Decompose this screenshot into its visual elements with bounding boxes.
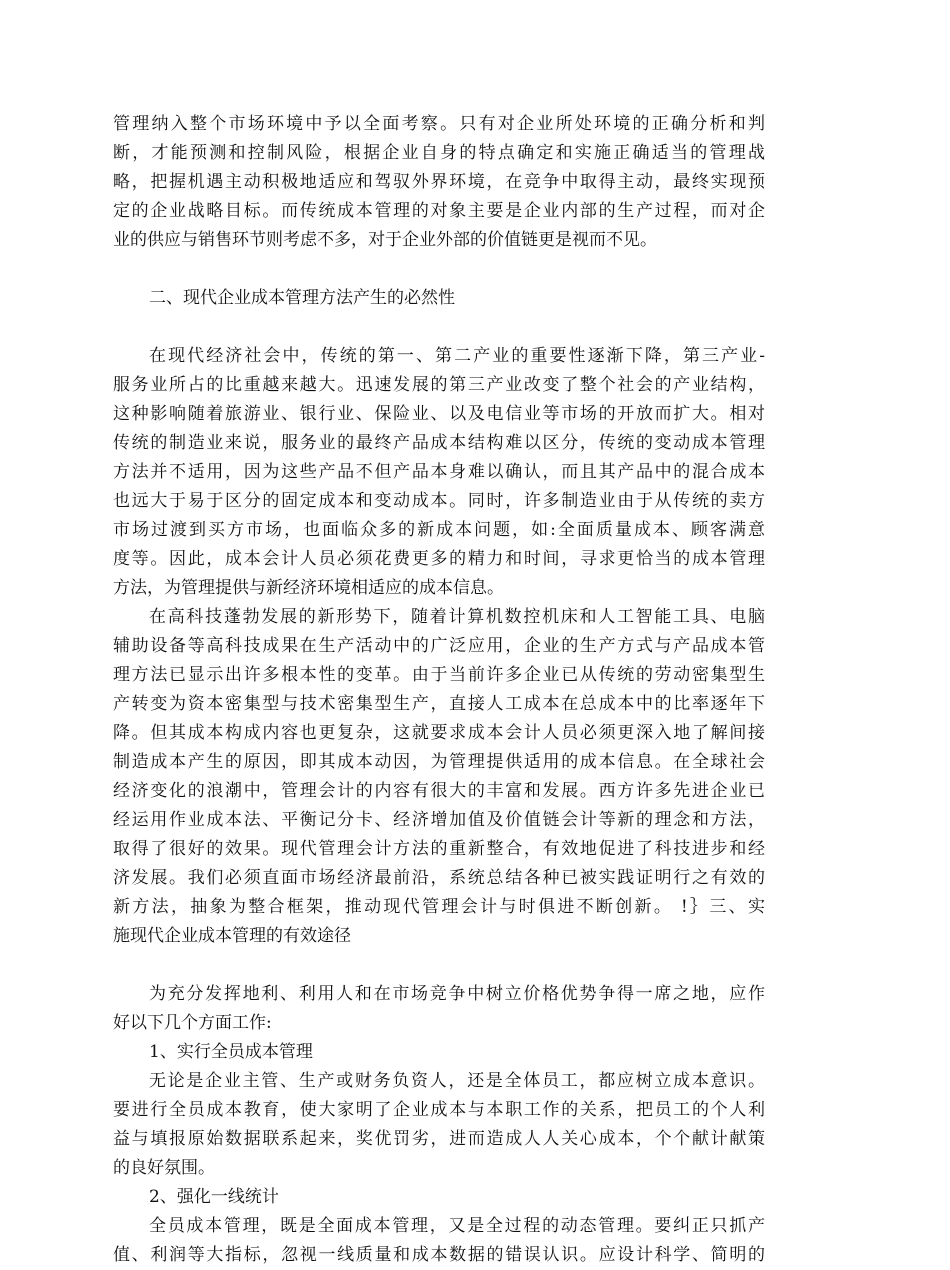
text-line: 全员成本管理，既是全面成本管理，又是全过程的动态管理。要纠正只抓产 — [149, 1216, 765, 1236]
text-line: 方法，为管理提供与新经济环境相适应的成本信息。 — [113, 578, 504, 598]
spacer — [113, 951, 765, 980]
text-line: 定的企业战略目标。而传统成本管理的对象主要是企业内部的生产过程，而对企 — [113, 201, 765, 221]
text-line: 新方法，抽象为整合框架，推动现代管理会计与时俱进不断创新。 !｝三、实 — [113, 897, 765, 917]
text-line: 度等。因此，成本会计人员必须花费更多的精力和时间，寻求更恰当的成本管理 — [113, 549, 765, 569]
text-line: 服务业所占的比重越来越大。迅速发展的第三产业改变了整个社会的产业结构， — [113, 375, 765, 395]
text-line: 断，才能预测和控制风险，根据企业自身的特点确定和实施正确适当的管理战 — [113, 143, 765, 163]
text-line: 的良好氛围。 — [113, 1158, 215, 1178]
text-line: 在高科技蓬勃发展的新形势下，随着计算机数控机床和人工智能工具、电脑 — [149, 607, 765, 627]
text-line: 管理纳入整个市场环境中予以全面考察。只有对企业所处环境的正确分析和判 — [113, 114, 765, 134]
text-line: 值、利润等大指标，忽视一线质量和成本数据的错误认识。应设计科学、简明的 — [113, 1245, 765, 1265]
text-line: 业的供应与销售环节则考虑不多，对于企业外部的价值链更是视而不见。 — [113, 230, 657, 250]
text-line: 传统的制造业来说，服务业的最终产品成本结构难以区分，传统的变动成本管理 — [113, 433, 765, 453]
text-line: 益与填报原始数据联系起来，奖优罚劣，进而造成人人关心成本，个个献计献策 — [113, 1129, 765, 1149]
spacer — [113, 255, 765, 284]
text-line: 取得了很好的效果。现代管理会计方法的重新整合，有效地促进了科技进步和经 — [113, 839, 765, 859]
text-line: 无论是企业主管、生产或财务负资人，还是全体员工，都应树立成本意识。 — [149, 1071, 765, 1091]
paragraph-3 — [113, 603, 765, 951]
paragraph-6 — [113, 1212, 765, 1270]
text-line: 要进行全员成本教育，使大家明了企业成本与本职工作的关系，把员工的个人利 — [113, 1100, 765, 1120]
text-line: 也远大于易于区分的固定成本和变动成本。同时，许多制造业由于从传统的卖方 — [113, 491, 765, 511]
section-heading-2: 二、现代企业成本管理方法产生的必然性 — [149, 288, 455, 308]
paragraph-2 — [113, 342, 765, 603]
text-line: 理方法已显示出许多根本性的变革。由于当前许多企业已从传统的劳动密集型生 — [113, 665, 765, 685]
text-line: 市场过渡到买方市场，也面临众多的新成本问题，如:全面质量成本、顾客满意 — [113, 520, 765, 540]
text-line: 济发展。我们必须直面市场经济最前沿，系统总结各种已被实践证明行之有效的 — [113, 868, 765, 888]
text-line: 好以下几个方面工作: — [113, 1013, 272, 1033]
text-line: 施现代企业成本管理的有效途径 — [113, 926, 351, 946]
text-line: 经济变化的浪潮中，管理会计的内容有很大的丰富和发展。西方许多先进企业已 — [113, 781, 765, 801]
document-body — [113, 110, 765, 1270]
paragraph-1 — [113, 110, 765, 255]
paragraph-4 — [113, 980, 765, 1038]
text-line: 降。但其成本构成内容也更复杂，这就要求成本会计人员必须更深入地了解间接 — [113, 723, 765, 743]
subheading-2: 2、强化一线统计 — [149, 1187, 279, 1207]
text-line: 经运用作业成本法、平衡记分卡、经济增加值及价值链会计等新的理念和方法， — [113, 810, 765, 830]
text-line: 这种影响随着旅游业、银行业、保险业、以及电信业等市场的开放而扩大。相对 — [113, 404, 765, 424]
spacer — [113, 313, 765, 342]
text-line: 辅助设备等高科技成果在生产活动中的广泛应用，企业的生产方式与产品成本管 — [113, 636, 765, 656]
subheading-1: 1、实行全员成本管理 — [149, 1042, 313, 1062]
text-line: 在现代经济社会中，传统的第一、第二产业的重要性逐渐下降，第三产业- — [149, 346, 765, 366]
text-line: 制造成本产生的原因，即其成本动因，为管理提供适用的成本信息。在全球社会 — [113, 752, 765, 772]
text-line: 产转变为资本密集型与技术密集型生产，直接人工成本在总成本中的比率逐年下 — [113, 694, 765, 714]
paragraph-5 — [113, 1067, 765, 1183]
text-line: 为充分发挥地利、利用人和在市场竞争中树立价格优势争得一席之地，应作 — [149, 984, 765, 1004]
text-line: 方法并不适用，因为这些产品不但产品本身难以确认，而且其产品中的混合成本 — [113, 462, 765, 482]
text-line: 略，把握机遇主动积极地适应和驾驭外界环境，在竞争中取得主动，最终实现预 — [113, 172, 765, 192]
